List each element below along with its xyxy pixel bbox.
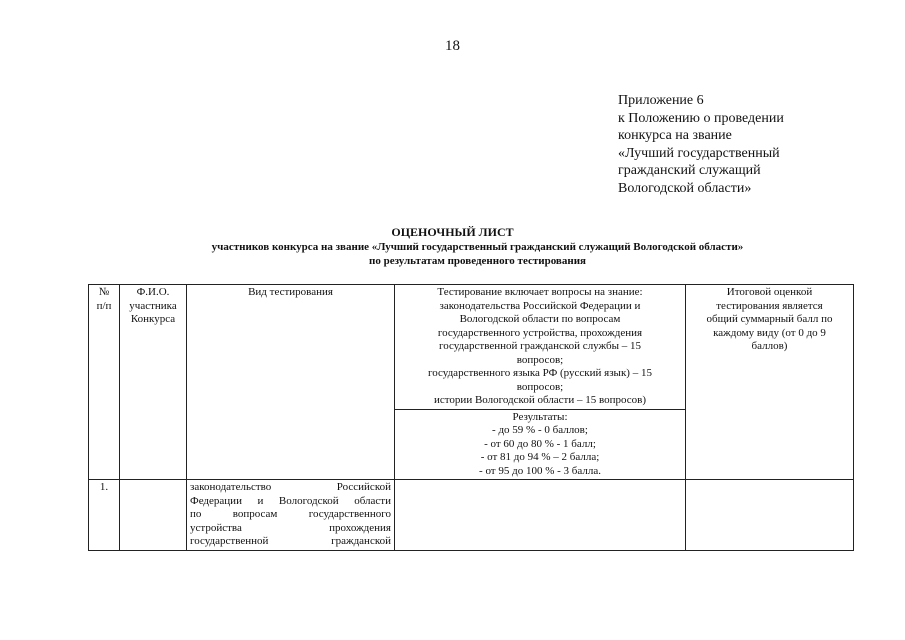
includes-line: законодательства Российской Федерации и <box>439 299 641 312</box>
document-subtitle <box>0 240 905 268</box>
subtitle-line: участников конкурса на звание «Лучший государственный гражданский служащий Вологодской области» <box>211 241 744 253</box>
final-line: каждому виду (от 0 до 9 <box>713 326 826 339</box>
row-fio <box>120 480 187 551</box>
appendix-line: к Положению о проведении <box>618 110 784 126</box>
appendix-line: Вологодской области» <box>618 180 752 196</box>
evaluation-table <box>88 284 854 551</box>
final-line: Итоговой оценкой <box>726 286 813 298</box>
final-line: общий суммарный балл по <box>706 313 833 325</box>
page-number: 18 <box>445 38 460 54</box>
includes-line: вопросов; <box>516 353 564 366</box>
test-type-line: устройства прохождения <box>190 521 391 534</box>
header-fio-line: участника <box>129 299 177 312</box>
row-includes <box>395 480 686 551</box>
test-type-line: Федерации и Вологодской области <box>190 494 391 507</box>
results-line: - от 81 до 94 % – 2 балла; <box>480 451 600 463</box>
header-num-line: № <box>98 286 110 298</box>
includes-line: государственной гражданской службы – 15 <box>439 340 641 352</box>
header-test-includes <box>395 285 686 410</box>
row-test-type <box>187 480 395 551</box>
row-final-score <box>686 480 854 551</box>
row-num: 1. <box>89 480 120 551</box>
includes-line: Тестирование включает вопросы на знание: <box>437 286 643 298</box>
results-line: - до 59 % - 0 баллов; <box>492 424 588 436</box>
includes-line: государственного языка РФ (русский язык) – 15 <box>428 367 652 379</box>
table-row <box>89 480 854 551</box>
header-num-line: п/п <box>96 299 112 312</box>
final-line: баллов) <box>751 340 788 352</box>
includes-line: Вологодской области по вопросам <box>459 313 621 325</box>
test-type-line: государственной гражданской <box>190 535 391 547</box>
header-fio-line: Конкурса <box>130 313 176 325</box>
appendix-line: конкурса на звание <box>618 128 732 144</box>
header-fio-line: Ф.И.О. <box>136 286 170 298</box>
appendix-line: гражданский служащий <box>618 163 761 179</box>
includes-line: вопросов; <box>516 380 564 393</box>
final-line: тестирования является <box>716 299 823 312</box>
results-line: - от 60 до 80 % - 1 балл; <box>484 437 596 450</box>
appendix-reference <box>618 92 784 198</box>
includes-line: государственного устройства, прохождения <box>437 326 643 339</box>
test-type-line: законодательство Российской <box>190 481 391 493</box>
subtitle-line: по результатам проведенного тестирования <box>368 255 586 267</box>
test-type-line: по вопросам государственного <box>190 508 391 520</box>
header-num <box>89 285 120 480</box>
header-row <box>89 285 854 410</box>
includes-line: истории Вологодской области – 15 вопросов) <box>434 394 646 406</box>
header-fio <box>120 285 187 480</box>
header-results <box>395 409 686 480</box>
document-title: ОЦЕНОЧНЫЙ ЛИСТ <box>391 225 514 239</box>
results-line: Результаты: <box>512 410 568 423</box>
results-line: - от 95 до 100 % - 3 балла. <box>479 464 601 477</box>
header-test-type: Вид тестирования <box>187 285 395 480</box>
appendix-line: Приложение 6 <box>618 93 704 108</box>
appendix-line: «Лучший государственный <box>618 145 780 161</box>
header-final-score <box>686 285 854 480</box>
